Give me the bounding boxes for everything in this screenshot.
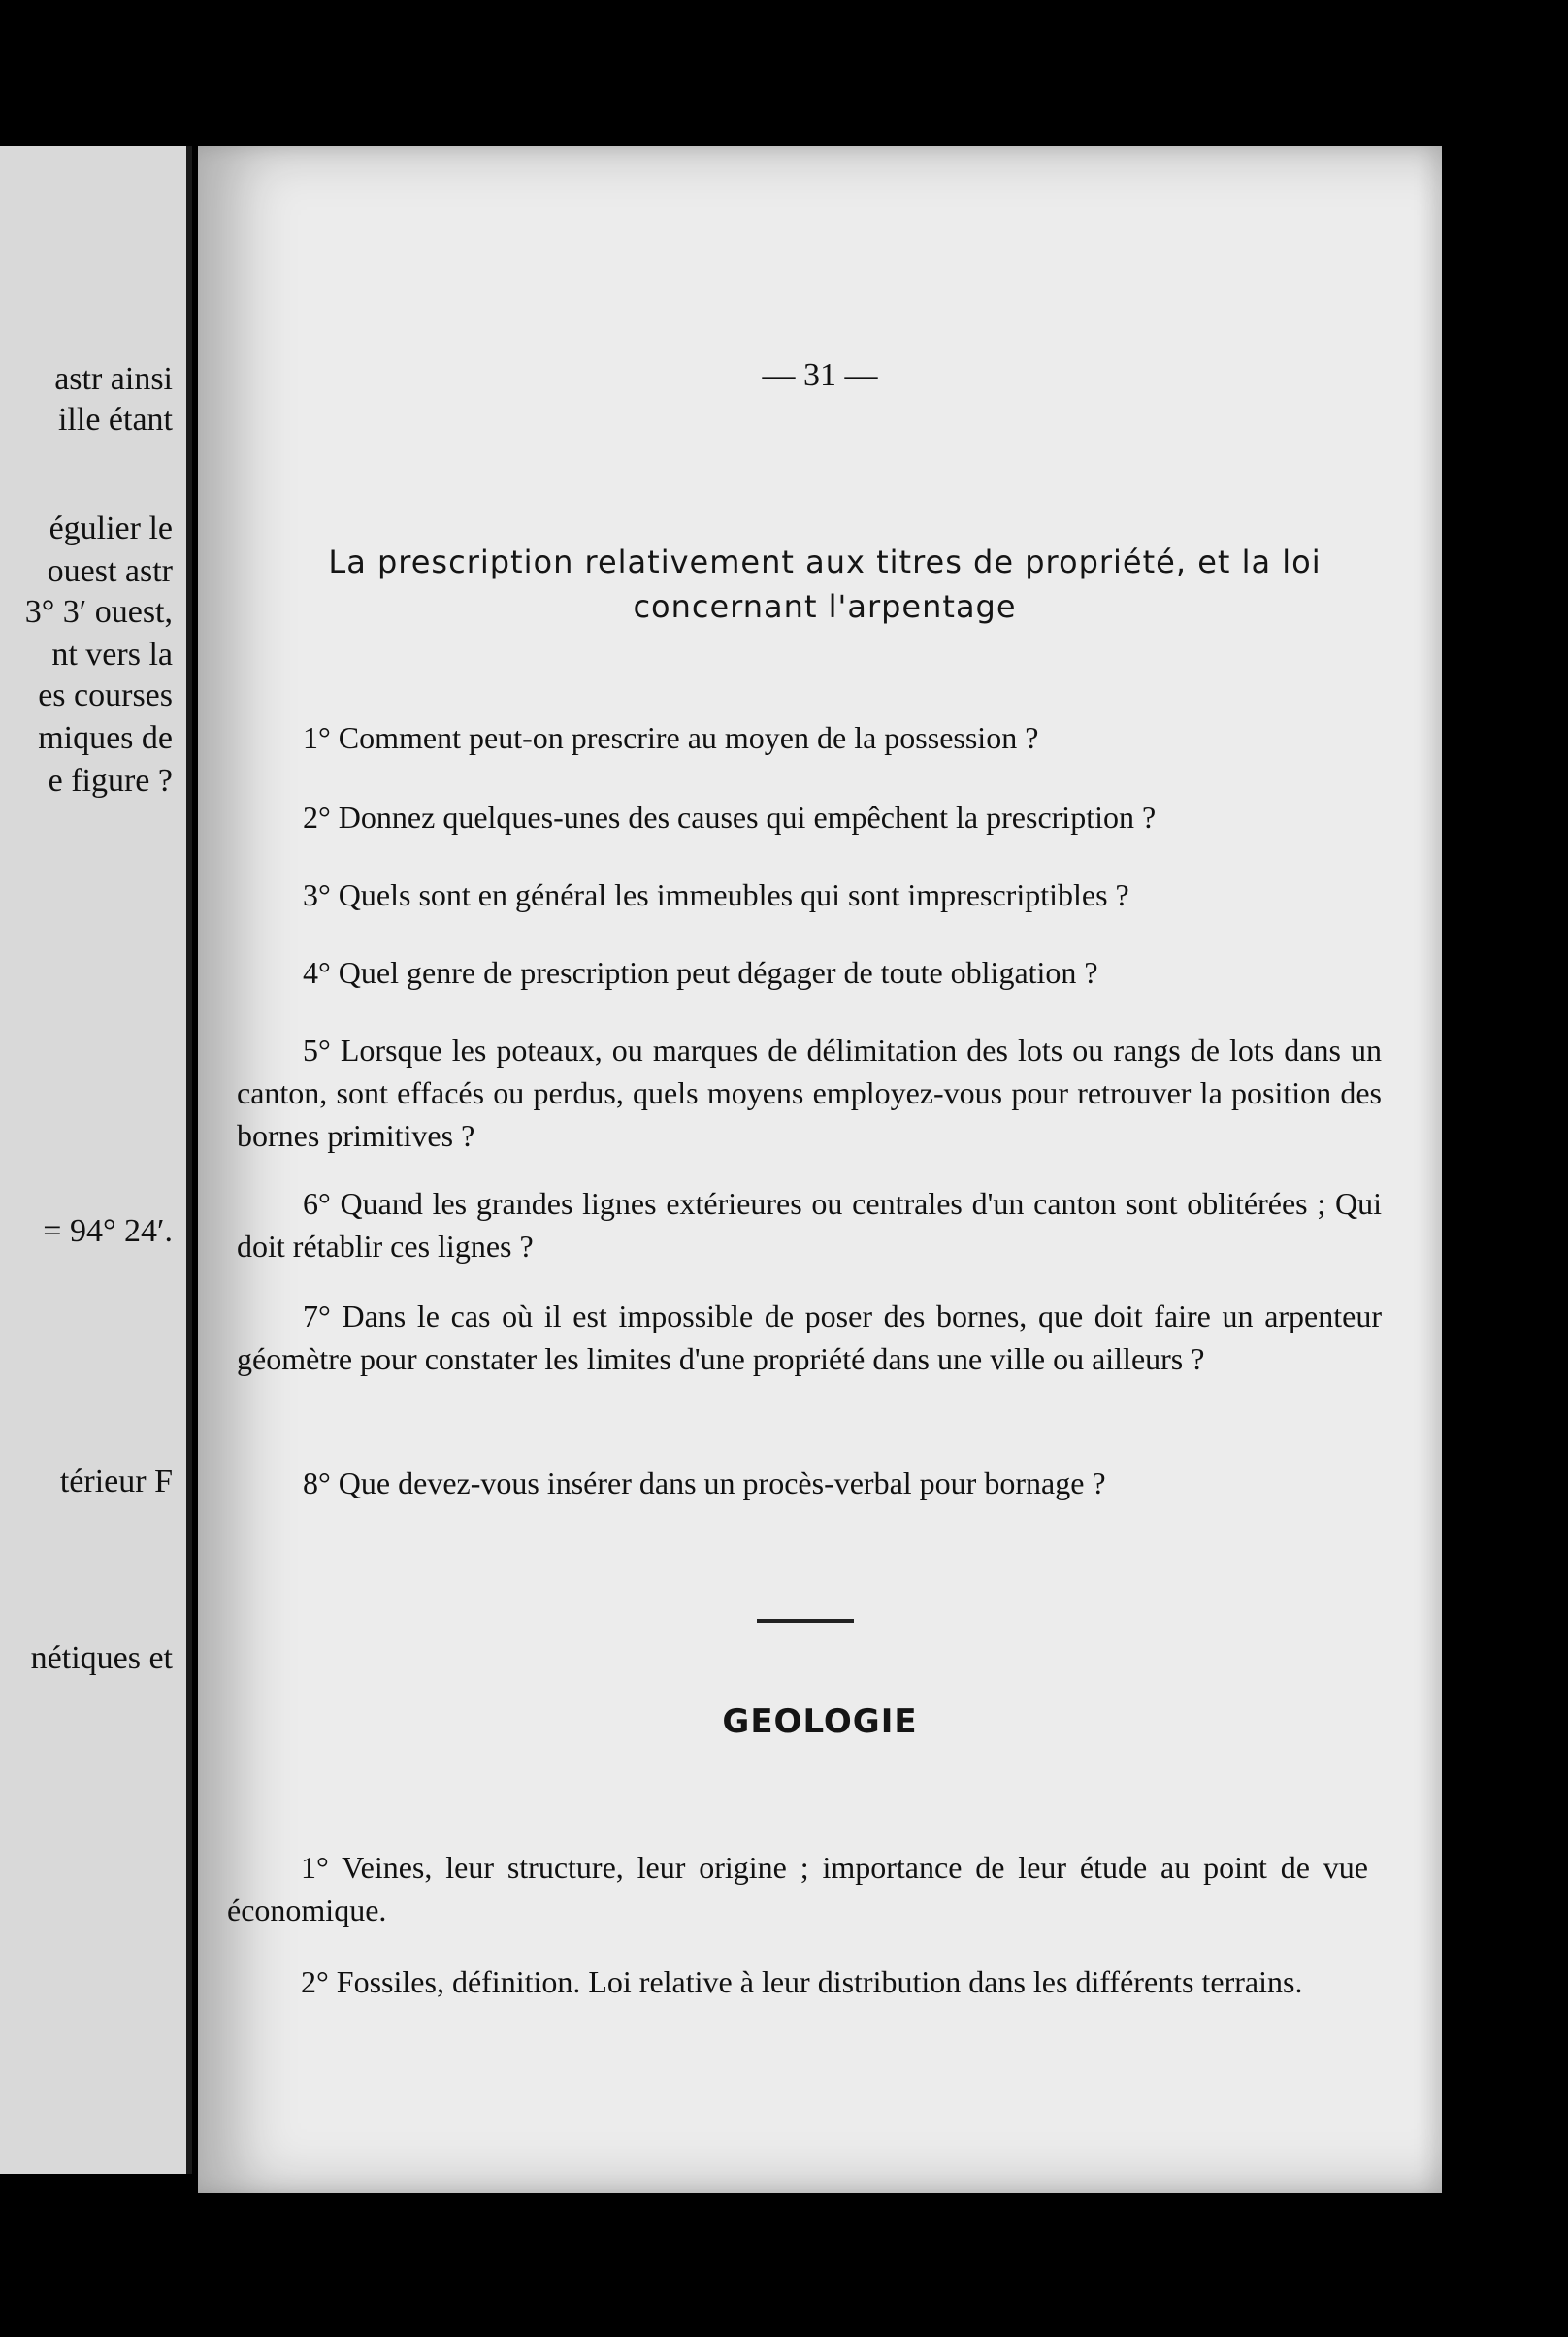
question-item: 3° Quels sont en général les immeubles qui sont imprescriptibles ? xyxy=(303,877,1129,912)
left-page-line: 3° 3′ ouest, xyxy=(24,594,173,630)
geologie-title: GEOLOGIE xyxy=(722,1702,918,1741)
question-item: 4° Quel genre de prescription peut dégager de toute obligation ? xyxy=(303,955,1098,990)
left-page-line: ille étant xyxy=(57,402,173,438)
left-page-line: = 94° 24′. xyxy=(43,1213,173,1249)
geologie-item: 1° Veines, leur structure, leur origine ; importance de leur étude au point de vue économique. xyxy=(227,1850,1368,1927)
left-page-line: e figure ? xyxy=(48,763,173,799)
left-page-line: miques de xyxy=(38,720,173,756)
question-item: 7° Dans le cas où il est impossible de poser des bornes, que doit faire un arpenteur géomètre pour constater les limites d'une propriété dans une ville ou ailleurs ? xyxy=(237,1299,1382,1376)
right-page xyxy=(198,146,1442,2193)
question-item: 2° Donnez quelques-unes des causes qui empêchent la prescription ? xyxy=(303,800,1157,835)
question-item: 5° Lorsque les poteaux, ou marques de délimitation des lots ou rangs de lots dans un canton, sont effacés ou perdus, quels moyens employez-vous pour retrouver la position des bornes primitives ? xyxy=(237,1033,1382,1153)
left-page-line: nétiques et xyxy=(30,1640,173,1676)
left-page-line: ouest astr xyxy=(47,553,173,589)
section-title: La prescription relativement aux titres de propriété, et la loi concernant l'arpentage xyxy=(328,543,1322,625)
left-page-line: es courses xyxy=(38,677,173,713)
question-item: 8° Que devez-vous insérer dans un procès-verbal pour bornage ? xyxy=(303,1465,1106,1500)
question-item: 1° Comment peut-on prescrire au moyen de la possession ? xyxy=(303,720,1039,755)
geologie-item: 2° Fossiles, définition. Loi relative à leur distribution dans les différents terrains. xyxy=(301,1964,1303,1999)
question-item: 6° Quand les grandes lignes extérieures ou centrales d'un canton sont oblitérées ; Qui doit rétablir ces lignes ? xyxy=(237,1186,1382,1264)
left-page-line: térieur F xyxy=(59,1464,173,1499)
left-page-line: égulier le xyxy=(49,510,173,546)
left-page-fragment xyxy=(0,146,192,2174)
page-number: — 31 — xyxy=(762,357,878,393)
left-page-line: nt vers la xyxy=(51,637,173,673)
left-page-line: astr ainsi xyxy=(54,361,173,397)
section-divider xyxy=(757,1619,854,1623)
